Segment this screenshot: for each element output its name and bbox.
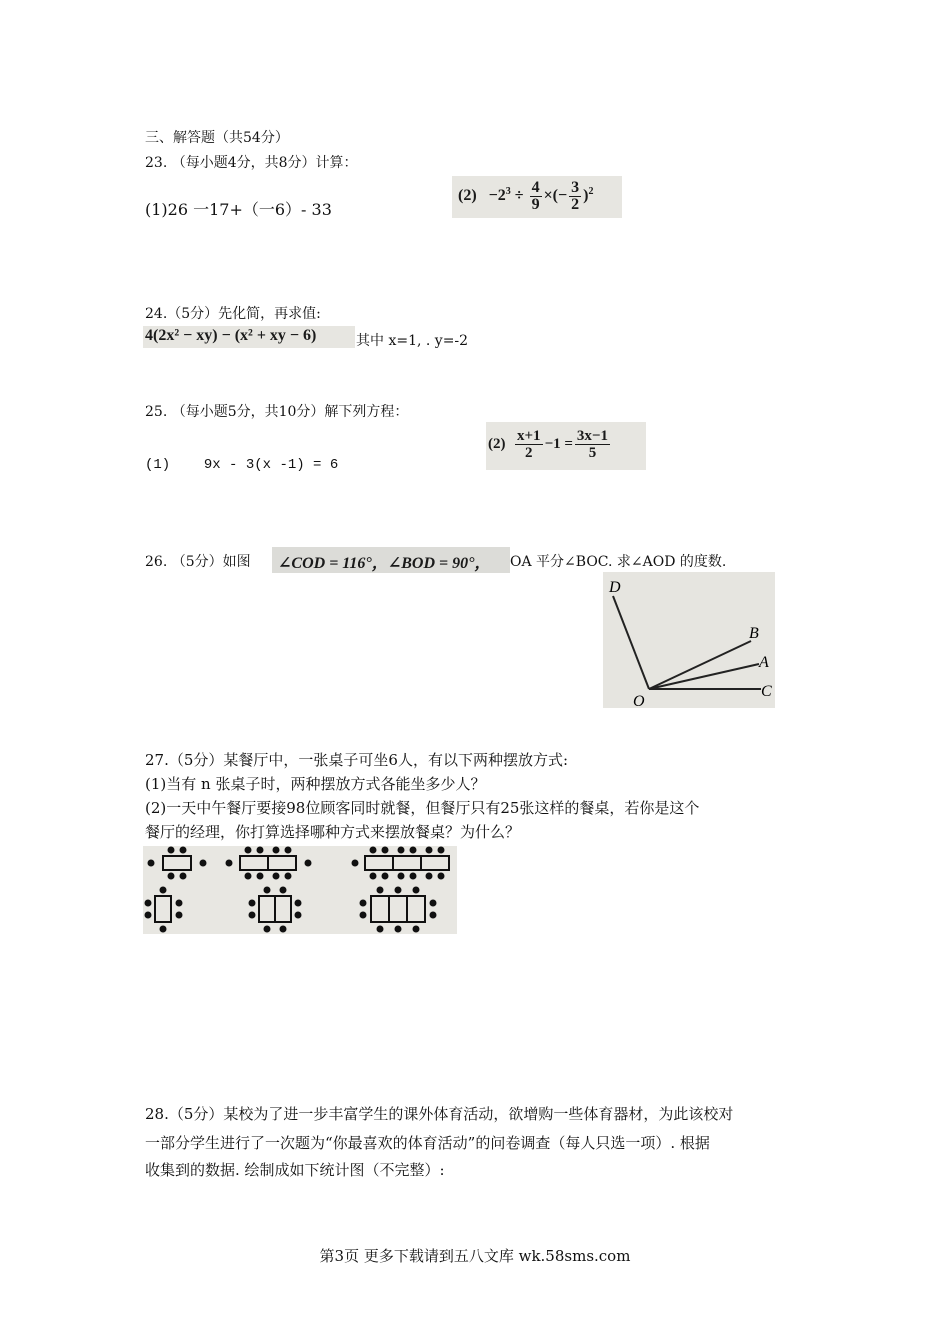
q23-part2-expr: (2) $-2^3$ ÷ $\frac{4}{9}$ ×(− $\frac{3}{2}$ )$^2$ bbox=[458, 179, 594, 213]
label-b: B bbox=[749, 625, 759, 642]
angle-figure bbox=[603, 572, 775, 708]
q23-part1: (1)26 一17+（一6）- 33 bbox=[145, 200, 332, 219]
q27-line2: (2)一天中午餐厅要接98位顾客同时就餐，但餐厅只有25张这样的餐桌，若你是这个 bbox=[145, 799, 700, 817]
table-arrangement-figure bbox=[143, 846, 457, 934]
q28-line2: 一部分学生进行了一次题为“你最喜欢的体育活动”的问卷调查（每人只选一项）. 根据 bbox=[145, 1134, 710, 1152]
label-c: C bbox=[761, 683, 772, 700]
q25-part1: (1) 9x - 3(x -1) = 6 bbox=[145, 457, 339, 473]
q27-line3: 餐厅的经理，你打算选择哪种方式来摆放餐桌？为什么？ bbox=[145, 823, 521, 841]
q26-lead: 26. （5分）如图 bbox=[145, 554, 251, 570]
q23-header: 23. （每小题4分，共8分）计算： bbox=[145, 155, 358, 171]
q25-part2-scan bbox=[486, 422, 646, 470]
q24-header: 24.（5分）先化简，再求值: bbox=[145, 306, 321, 322]
q28-line3: 收集到的数据. 绘制成如下统计图（不完整）: bbox=[145, 1161, 445, 1179]
q26-tail: OA 平分∠BOC. 求∠AOD 的度数. bbox=[510, 554, 727, 570]
q23-part2-scan bbox=[452, 176, 622, 218]
section-title: 三、解答题（共54分） bbox=[145, 130, 289, 146]
q24-expr-scan bbox=[143, 326, 355, 348]
q26-expr-scan bbox=[272, 547, 510, 573]
q25-part2-expr: (2) $\frac{x+1}{2}$ −1 = $\frac{3x-1}{5}$ bbox=[488, 428, 608, 461]
q27-header: 27.（5分）某餐厅中，一张桌子可坐6人，有以下两种摆放方式: bbox=[145, 751, 568, 769]
q25-header: 25. （每小题5分，共10分）解下列方程： bbox=[145, 404, 409, 420]
q26-expr: ∠COD = 116°，∠BOD = 90°， bbox=[278, 555, 491, 572]
q24-tail: 其中 x=1, . y=-2 bbox=[356, 333, 469, 349]
q24-expr: 4(2x² − xy) − (x² + xy − 6) bbox=[145, 327, 317, 344]
q27-line1: (1)当有 n 张桌子时，两种摆放方式各能坐多少人？ bbox=[145, 775, 486, 793]
page-footer: 第3页 更多下载请到五八文库 wk.58sms.com bbox=[319, 1247, 631, 1265]
q28-line1: 28.（5分）某校为了进一步丰富学生的课外体育活动，欲增购一些体育器材，为此该校对 bbox=[145, 1105, 734, 1123]
label-o: O bbox=[633, 693, 645, 708]
label-a: A bbox=[759, 654, 769, 671]
label-d: D bbox=[609, 579, 621, 596]
